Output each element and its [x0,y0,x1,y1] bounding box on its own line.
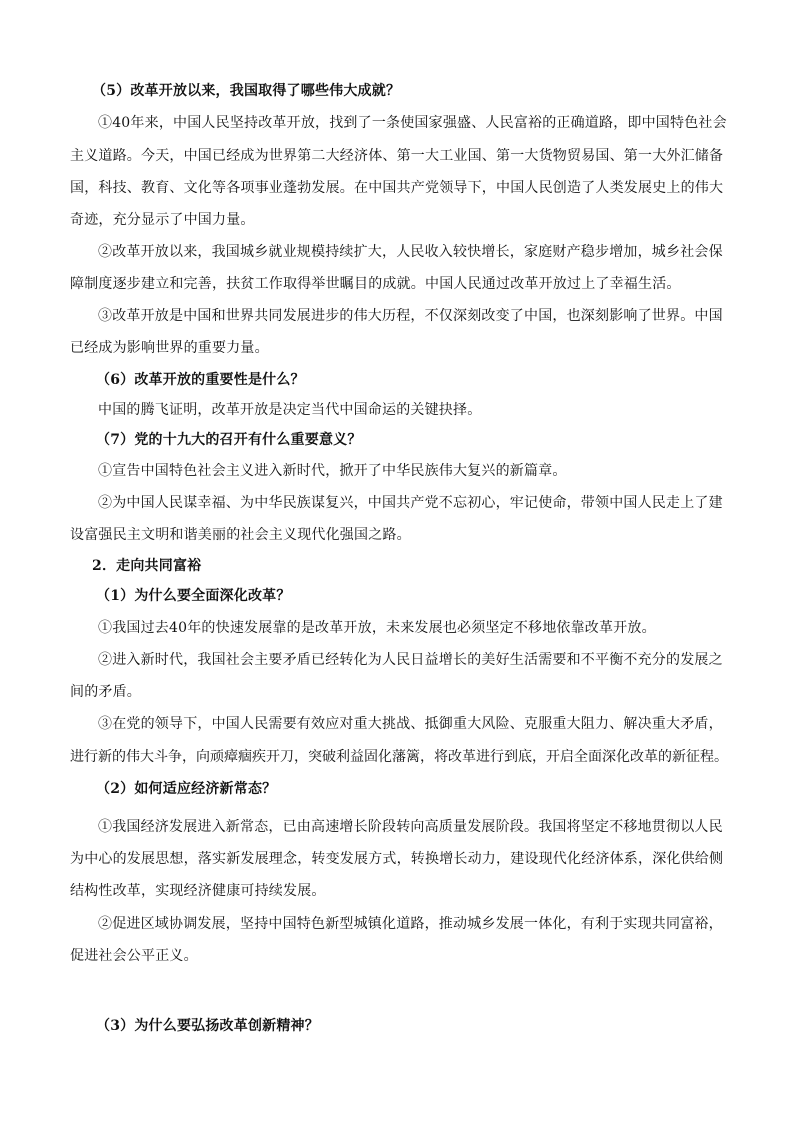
q7-paragraph-1: ①宣告中国特色社会主义进入新时代，掀开了中华民族伟大复兴的新篇章。 [98,463,567,479]
question-5-heading: （5）改革开放以来，我国取得了哪些伟大成就？ [92,83,401,99]
s2q1-paragraph-3-line-1: ③在党的领导下，中国人民需要有效应对重大挑战、抵御重大风险、克服重大阻力、解决重大矛盾， [98,716,723,732]
s2-question-3-heading: （3）为什么要弘扬改革创新精神？ [96,1018,319,1034]
q5-paragraph-1-line-1: ①40年来，中国人民坚持改革开放，找到了一条使国家强盛、人民富裕的正确道路，即中国特色社会 [98,115,727,131]
s2-question-1-heading: （1）为什么要全面深化改革？ [96,588,291,604]
s2q2-paragraph-1-line-1: ①我国经济发展进入新常态，已由高速增长阶段转向高质量发展阶段。我国将坚定不移地贯彻以人民 [98,819,723,835]
s2q1-paragraph-3-line-2: 进行新的伟大斗争，向顽瘴痼疾开刀，突破利益固化藩篱，将改革进行到底，开启全面深化改革的新征程。 [70,749,728,765]
q5-paragraph-3-line-1: ③改革开放是中国和世界共同发展进步的伟大历程，不仅深刻改变了中国，也深刻影响了世界。中国 [98,308,723,324]
q5-paragraph-1-line-4: 奇迹，充分显示了中国力量。 [70,212,255,228]
q5-paragraph-1-line-2: 主义道路。今天，中国已经成为世界第二大经济体、第一大工业国、第一大货物贸易国、第一大外汇储备 [70,148,724,164]
s2q2-paragraph-2-line-2: 促进社会公平正义。 [70,948,198,964]
s2q2-paragraph-1-line-3: 结构性改革，实现经济健康可持续发展。 [70,883,326,899]
q7-paragraph-2-line-2: 设富强民主文明和谐美丽的社会主义现代化强国之路。 [70,527,411,543]
s2-question-2-heading: （2）如何适应经济新常态？ [96,781,277,797]
s2q2-paragraph-1-line-2: 为中心的发展思想，落实新发展理念，转变发展方式，转换增长动力，建设现代化经济体系，深化供给侧 [70,851,724,867]
s2q1-paragraph-1: ①我国过去40年的快速发展靠的是改革开放，未来发展也必须坚定不移地依靠改革开放。 [98,620,656,636]
q5-paragraph-2-line-1: ②改革开放以来，我国城乡就业规模持续扩大，人民收入较快增长，家庭财产稳步增加，城乡社会保 [98,244,723,260]
q7-paragraph-2-line-1: ②为中国人民谋幸福、为中华民族谋复兴，中国共产党不忘初心，牢记使命，带领中国人民走上了建 [98,495,723,511]
s2q1-paragraph-2-line-2: 间的矛盾。 [70,684,141,700]
question-7-heading: （7）党的十九大的召开有什么重要意义？ [96,432,362,448]
question-6-heading: （6）改革开放的重要性是什么？ [96,372,305,388]
s2q2-paragraph-2-line-1: ②促进区域协调发展，坚持中国特色新型城镇化道路，推动城乡发展一体化，有利于实现共同富裕， [98,916,723,932]
section-2-heading: 2．走向共同富裕 [92,558,202,574]
s2q1-paragraph-2-line-1: ②进入新时代，我国社会主要矛盾已经转化为人民日益增长的美好生活需要和不平衡不充分的发展之 [98,652,723,668]
q6-paragraph-1: 中国的腾飞证明，改革开放是决定当代中国命运的关键抉择。 [98,402,482,418]
q5-paragraph-1-line-3: 国，科技、教育、文化等各项事业蓬勃发展。在中国共产党领导下，中国人民创造了人类发展史上的伟大 [70,180,724,196]
q5-paragraph-2-line-2: 障制度逐步建立和完善，扶贫工作取得举世瞩目的成就。中国人民通过改革开放过上了幸福生活。 [70,276,681,292]
q5-paragraph-3-line-2: 已经成为影响世界的重要力量。 [70,340,269,356]
